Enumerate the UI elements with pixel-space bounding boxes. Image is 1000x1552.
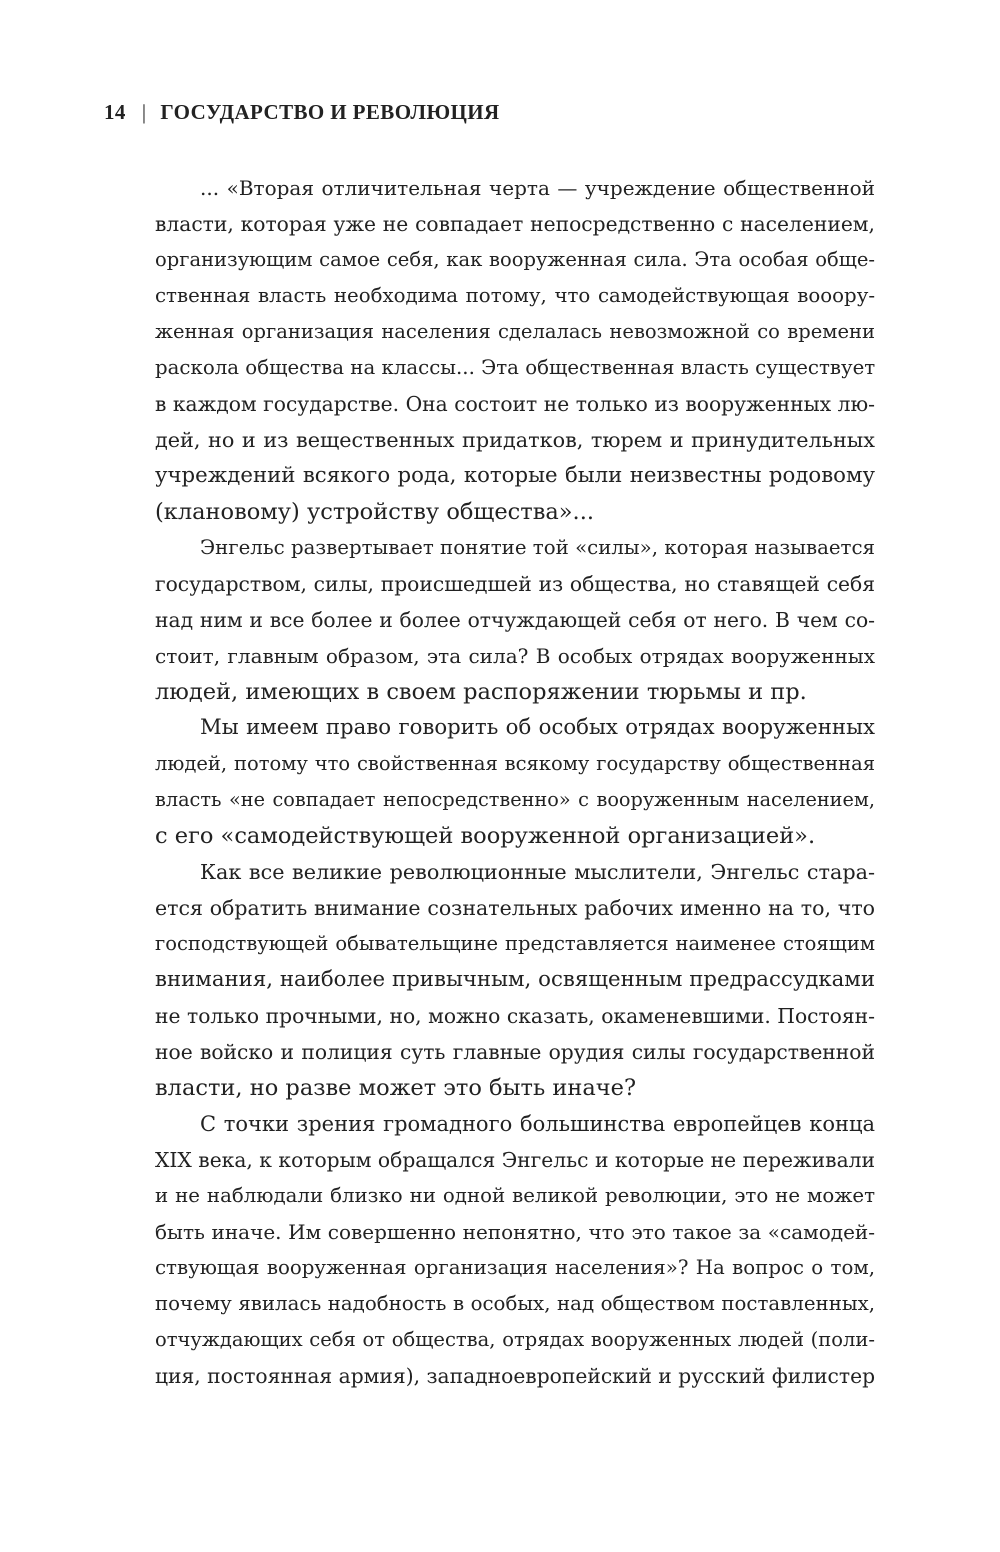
text-line: Мы имеем право говорить об особых отрядах вооруженных: [200, 715, 875, 740]
text-line: организующим самое себя, как вооруженная сила. Эта особая обще-: [155, 248, 875, 271]
text-line: раскола общества на классы... Эта общественная власть существует: [155, 356, 876, 379]
text-line: государством, силы, происшедшей из общества, но ставящей себя: [155, 572, 875, 596]
text-line: ственная власть необходима потому, что самодействующая вооору-: [155, 284, 875, 307]
page-number: 14: [104, 100, 126, 124]
header-separator: |: [141, 100, 147, 124]
text-line: господствующей обывательщине представляется наименее стоящим: [155, 932, 875, 955]
paragraph: [155, 854, 875, 1106]
text-line: власти, которая уже не совпадает непосредственно с населением,: [155, 212, 875, 236]
text-line: быть иначе. Им совершенно непонятно, что это такое за «самодей-: [155, 1220, 875, 1244]
text-line: власть «не совпадает непосредственно» с вооруженным населением,: [155, 788, 875, 811]
text-line: женная организация населения сделалась невозможной со времени: [155, 320, 875, 343]
text-line: ное войско и полиция суть главные орудия силы государственной: [155, 1040, 875, 1064]
text-line: людей, потому что свойственная всякому государству общественная: [155, 752, 875, 775]
text-line: (клановому) устройству общества»...: [155, 499, 594, 525]
text-line: внимания, наиболее привычным, освященным предрассудками: [155, 967, 875, 992]
paragraph: [155, 530, 875, 710]
book-title: ГОСУДАРСТВО И РЕВОЛЮЦИЯ: [160, 100, 500, 124]
text-line: ... «Вторая отличительная черта — учреждение общественной: [200, 176, 875, 200]
text-line: Как все великие революционные мыслители, Энгельс стара-: [200, 860, 875, 884]
running-header: [104, 100, 500, 125]
text-line: не только прочными, но, можно сказать, окаменевшими. Постоян-: [155, 1004, 875, 1028]
text-line: власти, но разве может это быть иначе?: [155, 1075, 637, 1101]
paragraph: [155, 1106, 875, 1394]
text-line: ется обратить внимание сознательных рабочих именно на то, что: [155, 896, 875, 920]
text-line: в каждом государстве. Она состоит не только из вооруженных лю-: [155, 392, 875, 416]
body-text: [155, 170, 875, 1394]
text-line: С точки зрения громадного большинства европейцев конца: [200, 1112, 875, 1136]
text-line: стоит, главным образом, эта сила? В особых отрядах вооруженных: [155, 644, 875, 668]
text-line: ция, постоянная армия), западноевропейский и русский филистер: [155, 1364, 876, 1388]
text-line: над ним и все более и более отчуждающей себя от него. В чем со-: [155, 608, 875, 632]
paragraph: [155, 170, 875, 530]
text-line: и не наблюдали близко ни одной великой революции, это не может: [155, 1184, 875, 1207]
text-line: людей, имеющих в своем распоряжении тюрьмы и пр.: [155, 679, 807, 705]
text-line: почему явилась надобность в особых, над обществом поставленных,: [155, 1292, 875, 1315]
text-line: с его «самодействующей вооруженной организацией».: [155, 823, 816, 849]
text-line: отчуждающих себя от общества, отрядах вооруженных людей (поли-: [155, 1328, 875, 1351]
text-line: ствующая вооруженная организация населения»? На вопрос о том,: [155, 1256, 875, 1279]
text-line: XIX века, к которым обращался Энгельс и которые не переживали: [155, 1148, 875, 1172]
paragraph: [155, 710, 875, 854]
text-line: дей, но и из вещественных придатков, тюрем и принудительных: [155, 428, 875, 452]
text-line: учреждений всякого рода, которые были неизвестны родовому: [155, 463, 875, 488]
text-line: Энгельс развертывает понятие той «силы», которая называется: [200, 536, 875, 559]
